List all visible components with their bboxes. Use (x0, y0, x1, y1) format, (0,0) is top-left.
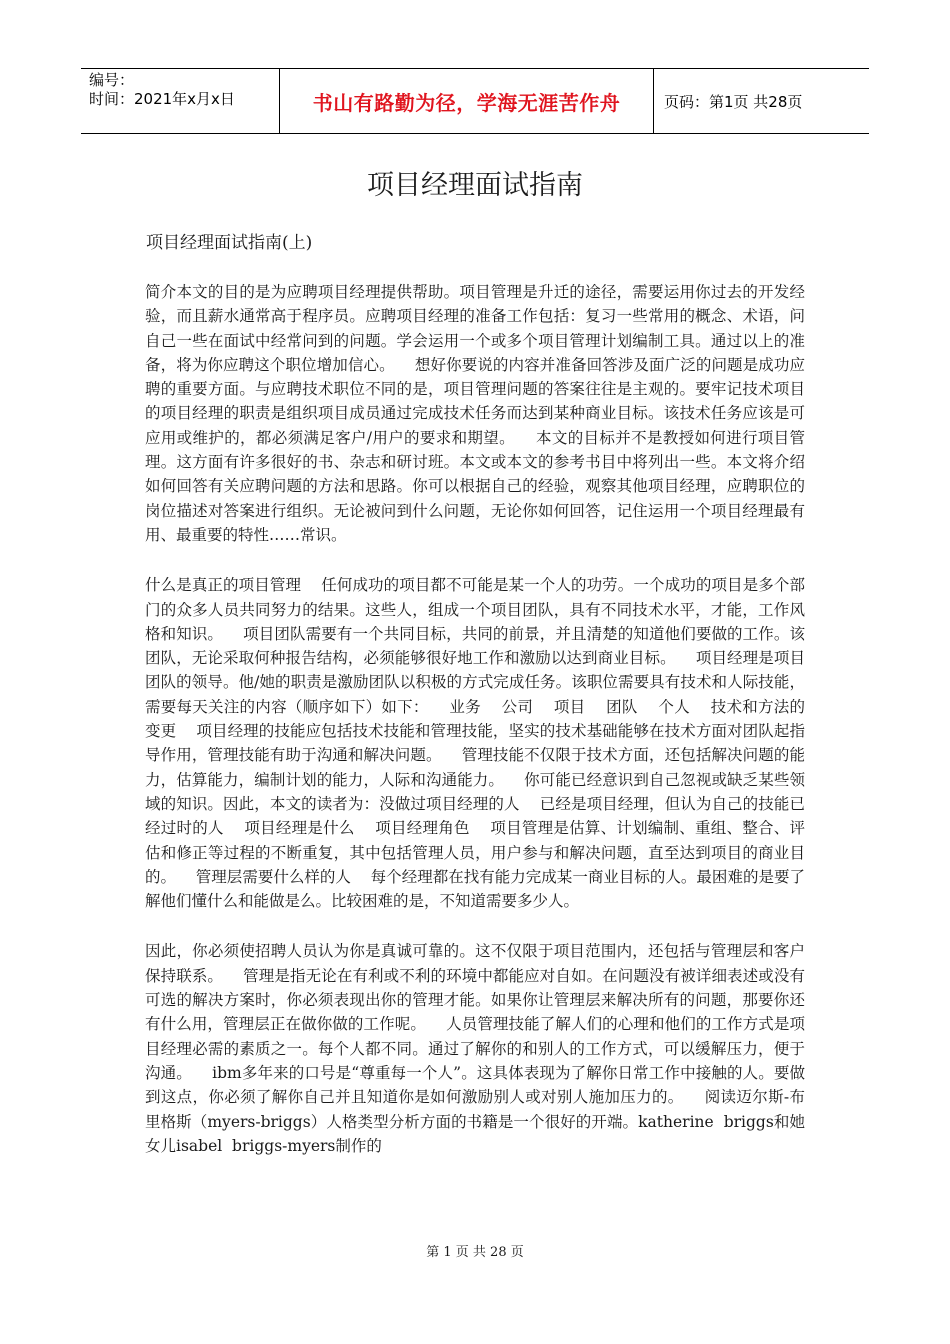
time-label: 时间：2021年x月x日 (89, 90, 235, 108)
document-body (145, 280, 805, 1184)
header-meta (81, 69, 280, 133)
page-footer: 第 1 页 共 28 页 (426, 1245, 524, 1260)
document-subtitle: 项目经理面试指南(上) (146, 233, 313, 253)
document-title: 项目经理面试指南 (367, 170, 583, 201)
paragraph-intro: 简介本文的目的是为应聘项目经理提供帮助。项目管理是升迁的途径，需要运用你过去的开发经验，而且薪水通常高于程序员。应聘项目经理的准备工作包括：复习一些常用的概念、术语，问自己一些在面试中经常问到的问题。学会运用一个或多个项目管理计划编制工具。通过以上的准备，将为你应聘这个职位增加信心。 想好你要说的内容并准备回答涉及面广泛的问题是成功应聘的重要方面。与应聘技术职位不同的是，项目管理问题的答案往往是主观的。要牢记技术项目的项目经理的职责是组织项目成员通过完成技术任务而达到某种商业目标。该技术任务应该是可应用或维护的，都必须满足客户/用户的要求和期望。 本文的目标并不是教授如何进行项目管理。这方面有许多很好的书、杂志和研讨班。本文或本文的参考书目中将列出一些。本文将介绍如何回答有关应聘问题的方法和思路。你可以根据自己的经验，观察其他项目经理，应聘职位的岗位描述对答案进行组织。无论被问到什么问题，无论你如何回答，记住运用一个项目经理最有用、最重要的特性……常识。 (145, 283, 805, 544)
number-label: 编号： (89, 71, 135, 89)
document-header (81, 68, 869, 134)
paragraph-what-is-pm: 什么是真正的项目管理 任何成功的项目都不可能是某一个人的功劳。一个成功的项目是多个部门的众多人员共同努力的结果。这些人，组成一个项目团队，具有不同技术水平，才能，工作风格和知识。 项目团队需要有一个共同目标，共同的前景，并且清楚的知道他们要做的工作。该团队，无论采取何种报告结构，必须能够很好地工作和激励以达到商业目标。 项目经理是项目团队的领导。他/她的职责是激励团队以积极的方式完成任务。该职位需要具有技术和人际技能，需要每天关注的内容（顺序如下）如下： 业务 公司 项目 团队 个人 技术和方法的变更 项目经理的技能应包括技术技能和管理技能，坚实的技术基础能够在技术方面对团队起指导作用，管理技能有助于沟通和解决问题。 管理技能不仅限于技术方面，还包括解决问题的能力，估算能力，编制计划的能力，人际和沟通能力。 你可能已经意识到自己忽视或缺乏某些领域的知识。因此，本文的读者为：没做过项目经理的人 已经是项目经理，但认为自己的技能已经过时的人 项目经理是什么 项目经理角色 项目管理是估算、计划编制、重组、整合、评估和修正等过程的不断重复，其中包括管理人员，用户参与和解决问题，直至达到项目的商业目的。 管理层需要什么样的人 每个经理都在找有能力完成某一商业目标的人。最困难的是要了解他们懂什么和能做是么。比较困难的是，不知道需要多少人。 (145, 576, 805, 911)
header-motto: 书山有路勤为径，学海无涯苦作舟 (280, 69, 654, 133)
header-page-info: 页码：第1页 共28页 (664, 92, 803, 111)
paragraph-credibility: 因此，你必须使招聘人员认为你是真诚可靠的。这不仅限于项目范围内，还包括与管理层和客户保持联系。 管理是指无论在有利或不利的环境中都能应对自如。在问题没有被详细表述或没有可选的解决方案时，你必须表现出你的管理才能。如果你让管理层来解决所有的问题，那要你还有什么用，管理层正在做你做的工作呢。 人员管理技能了解人们的心理和他们的工作方式是项目经理必需的素质之一。每个人都不同。通过了解你的和别人的工作方式，可以缓解压力，便于沟通。 ibm多年来的口号是“尊重每一个人”。这具体表现为了解你日常工作中接触的人。要做到这点，你必须了解你自己并且知道你是如何激励别人或对别人施加压力的。 阅读迈尔斯-布里格斯（myers-briggs）人格类型分析方面的书籍是一个很好的开端。katherine briggs和她女儿isabel briggs-myers制作的 (145, 942, 805, 1155)
